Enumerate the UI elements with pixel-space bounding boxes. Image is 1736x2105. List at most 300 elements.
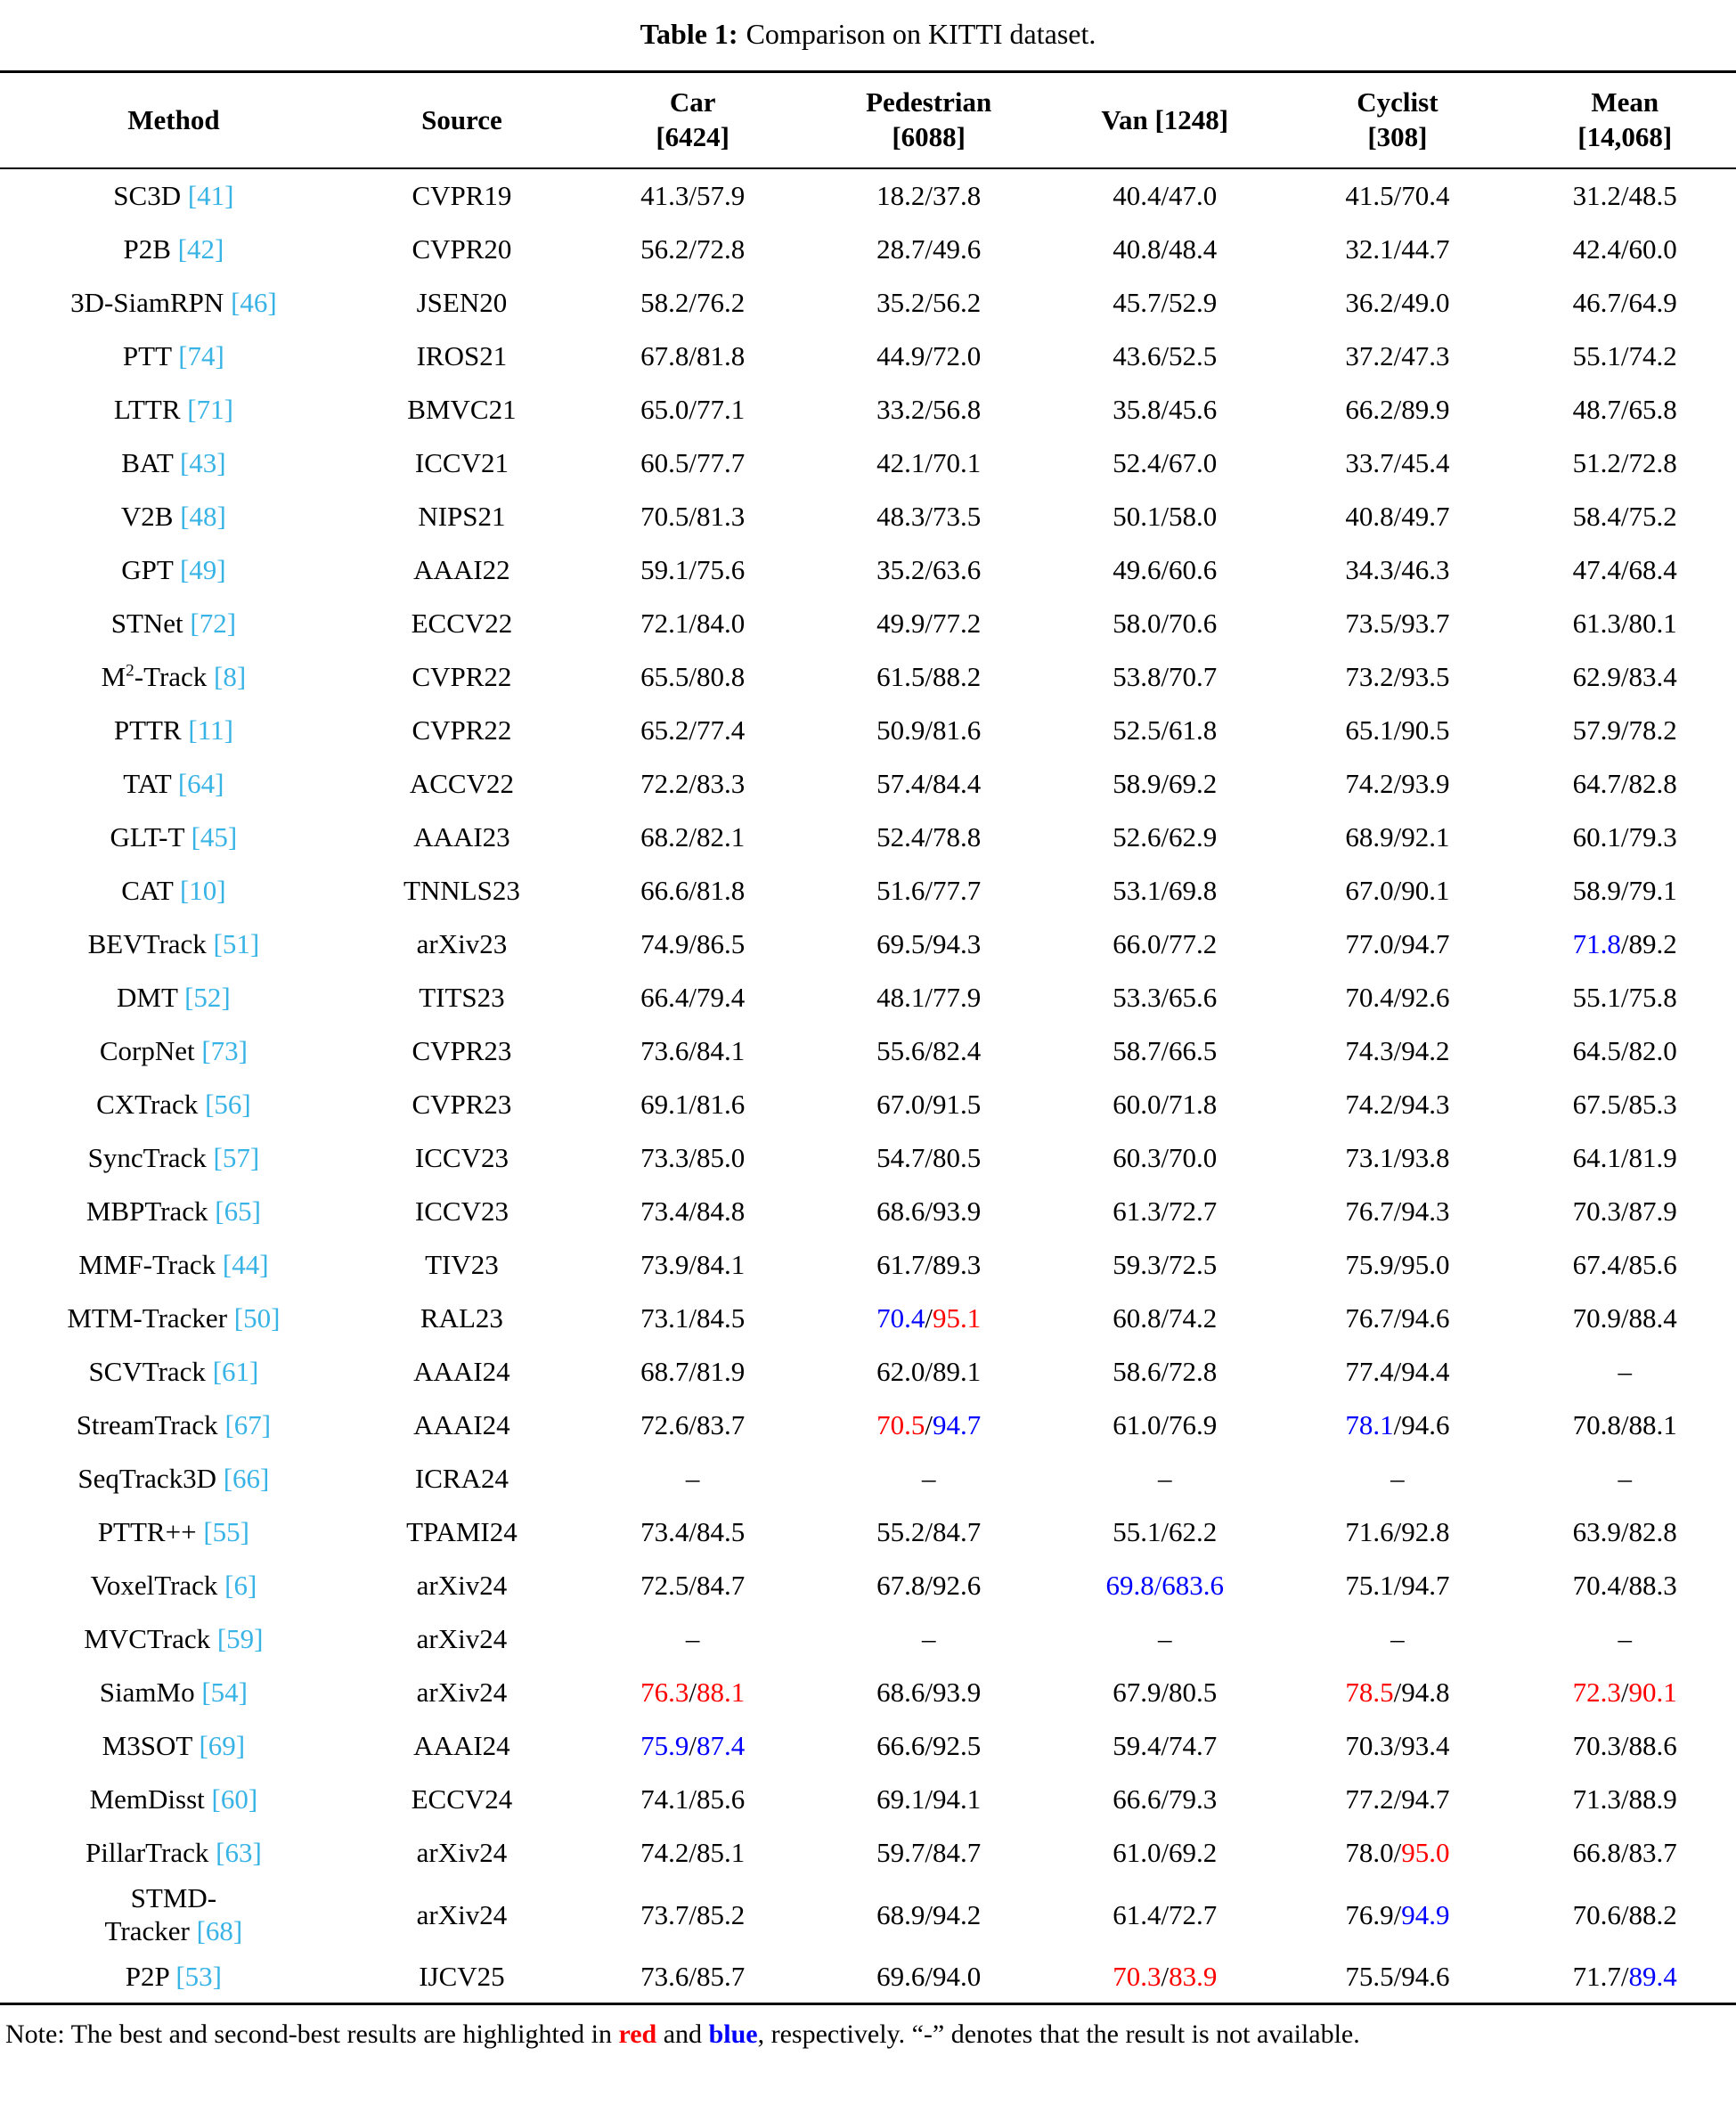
car-value-cell (576, 1620, 809, 1657)
metric-value: 62.0/89.1 (876, 1356, 982, 1388)
source-cell: CVPR22 (412, 714, 512, 747)
source-cell: TIV23 (425, 1249, 499, 1281)
metric-value: 52.4/78.8 (876, 821, 982, 853)
cyclist-value-cell (1281, 1246, 1513, 1283)
method-name: CAT (121, 875, 180, 907)
pedestrian-value-cell (809, 1086, 1048, 1122)
method-name: LTTR (113, 394, 188, 426)
table-row (0, 1773, 1736, 1826)
metric-value: 70.4/88.3 (1572, 1570, 1677, 1602)
van-value-cell (1048, 1139, 1281, 1176)
metric-value: / (689, 1730, 697, 1762)
pedestrian-value-cell (809, 1674, 1048, 1710)
metric-value: 61.3/72.7 (1113, 1195, 1218, 1228)
car-value-cell (576, 872, 809, 909)
mean-value-cell (1513, 1834, 1735, 1871)
car-value-cell (576, 1958, 809, 1995)
metric-value: 71.8 (1572, 928, 1621, 960)
metric-value: 52.6/62.9 (1113, 821, 1218, 853)
citation-link[interactable]: [66] (223, 1463, 270, 1495)
citation-link[interactable]: [67] (224, 1409, 272, 1441)
car-value-cell (576, 1353, 809, 1390)
pedestrian-value-cell (809, 1513, 1048, 1550)
mean-value-cell (1513, 819, 1735, 855)
table-row (0, 650, 1736, 704)
pedestrian-value-cell (809, 551, 1048, 588)
metric-value: 68.7/81.9 (640, 1356, 746, 1388)
source-cell: ECCV22 (411, 608, 513, 640)
mean-value-cell (1513, 1246, 1735, 1283)
metric-value: 74.2/93.9 (1345, 768, 1450, 800)
method-name: MMF-Track (78, 1249, 223, 1281)
method-cell (0, 1353, 347, 1390)
method-cell (0, 1958, 347, 1995)
table-row (0, 1559, 1736, 1612)
citation-link[interactable]: [69] (199, 1730, 246, 1762)
metric-value: 66.8/83.7 (1572, 1837, 1677, 1869)
column-header-line: Pedestrian (866, 86, 992, 118)
method-cell (0, 284, 347, 321)
van-value-cell (1048, 1353, 1281, 1390)
pedestrian-value-cell (809, 391, 1048, 428)
source-cell: AAAI24 (413, 1356, 510, 1388)
metric-value: 69.1/81.6 (640, 1089, 746, 1121)
metric-value: 55.1/62.2 (1113, 1516, 1218, 1548)
method-cell (0, 1620, 347, 1657)
citation-link[interactable]: [53] (175, 1960, 223, 1992)
citation-link[interactable]: [41] (187, 180, 234, 212)
table-row (0, 543, 1736, 597)
method-name: BAT (121, 447, 180, 479)
metric-value: 73.9/84.1 (640, 1249, 746, 1281)
citation-link[interactable]: [72] (190, 608, 237, 640)
metric-value: 66.6/92.5 (876, 1730, 982, 1762)
source-cell: ICRA24 (414, 1463, 509, 1495)
cyclist-value-cell (1281, 1958, 1513, 1995)
mean-value-cell (1513, 1897, 1735, 1933)
method-name: P2B (123, 233, 178, 265)
pedestrian-value-cell (809, 1897, 1048, 1933)
method-name: DMT (117, 982, 185, 1014)
car-value-cell (576, 1781, 809, 1817)
source-cell: CVPR23 (412, 1089, 512, 1121)
metric-value: 71.6/92.8 (1345, 1516, 1450, 1548)
table-row (0, 1505, 1736, 1559)
table-row (0, 1949, 1736, 2003)
metric-value: – (1158, 1463, 1172, 1495)
metric-value: 51.6/77.7 (876, 875, 982, 907)
citation-link[interactable]: [56] (205, 1089, 251, 1121)
mean-value-cell (1513, 338, 1735, 374)
van-value-cell (1048, 1086, 1281, 1122)
table-row (0, 864, 1736, 918)
metric-value: 73.1/93.8 (1345, 1142, 1450, 1174)
metric-value: – (1618, 1463, 1632, 1495)
table-row (0, 490, 1736, 543)
van-value-cell (1048, 1781, 1281, 1817)
van-value-cell (1048, 872, 1281, 909)
pedestrian-value-cell (809, 1032, 1048, 1069)
car-value-cell (576, 498, 809, 534)
metric-value: 74.3/94.2 (1345, 1035, 1450, 1067)
table-row (0, 1826, 1736, 1880)
mean-value-cell (1513, 765, 1735, 802)
column-header-pedestrian (809, 86, 1048, 155)
van-value-cell (1048, 177, 1281, 214)
metric-value: 95.1 (933, 1302, 982, 1334)
table-row (0, 1238, 1736, 1292)
citation-link[interactable]: [45] (191, 821, 238, 853)
metric-value: 40.8/48.4 (1113, 233, 1218, 265)
note-text: , respectively. “-” denotes that the result is not available. (757, 2019, 1360, 2050)
cyclist-value-cell (1281, 1834, 1513, 1871)
mean-value-cell (1513, 445, 1735, 481)
method-cell (0, 1880, 347, 1949)
citation-link[interactable]: [65] (215, 1195, 261, 1228)
pedestrian-value-cell (809, 1781, 1048, 1817)
citation-link[interactable]: [48] (180, 501, 226, 533)
source-cell: AAAI24 (413, 1730, 510, 1762)
metric-value: 66.6/79.3 (1113, 1783, 1218, 1815)
metric-value: 60.8/74.2 (1113, 1302, 1218, 1334)
citation-link[interactable]: [42] (177, 233, 224, 265)
source-cell: AAAI23 (413, 821, 510, 853)
method-cell (0, 1246, 347, 1283)
mean-value-cell (1513, 658, 1735, 695)
mean-value-cell (1513, 284, 1735, 321)
note-text: red (618, 2019, 657, 2050)
metric-value: 61.0/69.2 (1113, 1837, 1218, 1869)
pedestrian-value-cell (809, 1834, 1048, 1871)
column-header-line: [6424] (656, 121, 729, 152)
source-cell: AAAI22 (413, 554, 510, 586)
method-name: MTM-Tracker (67, 1302, 234, 1334)
mean-value-cell (1513, 872, 1735, 909)
source-cell: arXiv24 (416, 1677, 508, 1709)
source-cell: JSEN20 (416, 287, 508, 319)
source-cell: arXiv24 (416, 1898, 508, 1930)
table-row (0, 597, 1736, 650)
citation-link[interactable]: [8] (214, 661, 247, 693)
metric-value: – (685, 1623, 700, 1655)
source-cell: IROS21 (416, 340, 508, 372)
metric-value: 59.1/75.6 (640, 554, 746, 586)
mean-value-cell (1513, 1781, 1735, 1817)
citation-link[interactable]: [57] (213, 1142, 260, 1174)
citation-link[interactable]: [60] (211, 1783, 258, 1815)
metric-value: 75.9/95.0 (1345, 1249, 1450, 1281)
mean-value-cell (1513, 1193, 1735, 1229)
metric-value: 77.2/94.7 (1345, 1783, 1450, 1815)
cyclist-value-cell (1281, 1620, 1513, 1657)
method-name: PTT (122, 340, 179, 372)
metric-value: 61.0/76.9 (1113, 1409, 1218, 1441)
citation-link[interactable]: [55] (203, 1516, 249, 1548)
method-name: CXTrack (96, 1089, 206, 1121)
mean-value-cell (1513, 551, 1735, 588)
metric-value: 66.4/79.4 (640, 982, 746, 1014)
citation-link[interactable]: [46] (231, 287, 277, 319)
method-name: M (101, 661, 126, 693)
citation-link[interactable]: [44] (222, 1249, 269, 1281)
car-value-cell (576, 979, 809, 1016)
metric-value: 73.6/85.7 (640, 1960, 746, 1992)
cyclist-value-cell (1281, 231, 1513, 267)
method-name: V2B (120, 501, 181, 533)
metric-value: 48.3/73.5 (876, 501, 982, 533)
van-value-cell (1048, 979, 1281, 1016)
metric-value: /89.2 (1620, 928, 1677, 960)
method-cell (0, 658, 347, 695)
note-text: Note: The best and second-best results are highlighted in (5, 2019, 619, 2050)
citation-link[interactable]: [59] (216, 1623, 264, 1655)
metric-value: 72.2/83.3 (640, 768, 746, 800)
van-value-cell (1048, 338, 1281, 374)
metric-value: – (1618, 1623, 1632, 1655)
table-body (0, 169, 1736, 2003)
source-cell: IJCV25 (419, 1960, 505, 1992)
metric-value: 48.7/65.8 (1572, 394, 1677, 426)
car-value-cell (576, 1246, 809, 1283)
metric-value: 57.4/84.4 (876, 768, 982, 800)
citation-link[interactable]: [11] (188, 714, 233, 747)
metric-value: 49.6/60.6 (1113, 554, 1218, 586)
metric-value: 74.2/94.3 (1345, 1089, 1450, 1121)
citation-link[interactable]: [73] (201, 1035, 248, 1067)
citation-link[interactable]: [50] (233, 1302, 281, 1334)
metric-value: 64.7/82.8 (1572, 768, 1677, 800)
car-value-cell (576, 1300, 809, 1336)
source-cell: ACCV22 (409, 768, 514, 800)
table-row (0, 223, 1736, 276)
metric-value: 73.3/85.0 (640, 1142, 746, 1174)
pedestrian-value-cell (809, 872, 1048, 909)
metric-value: 55.1/74.2 (1572, 340, 1677, 372)
metric-value: 73.6/84.1 (640, 1035, 746, 1067)
mean-value-cell (1513, 1674, 1735, 1710)
source-cell: CVPR19 (412, 180, 512, 212)
cyclist-value-cell (1281, 1567, 1513, 1603)
car-value-cell (576, 1674, 809, 1710)
metric-value: 66.2/89.9 (1345, 394, 1450, 426)
method-cell (0, 1193, 347, 1229)
method-name: GPT (121, 554, 180, 586)
van-value-cell (1048, 658, 1281, 695)
metric-value: 75.5/94.6 (1345, 1960, 1450, 1992)
metric-value: 70.3/93.4 (1345, 1730, 1450, 1762)
van-value-cell (1048, 1300, 1281, 1336)
method-name: GLT-T (110, 821, 192, 853)
table-row (0, 1719, 1736, 1773)
source-cell: arXiv24 (416, 1837, 508, 1869)
mean-value-cell (1513, 1460, 1735, 1497)
cyclist-value-cell (1281, 1032, 1513, 1069)
table-row (0, 169, 1736, 223)
citation-link[interactable]: [63] (216, 1837, 262, 1869)
method-name: P2P (125, 1960, 176, 1992)
metric-value: 35.2/56.2 (876, 287, 982, 319)
metric-value: 32.1/44.7 (1345, 233, 1450, 265)
metric-value: 55.1/75.8 (1572, 982, 1677, 1014)
metric-value: 60.0/71.8 (1113, 1089, 1218, 1121)
metric-value: 76.3 (640, 1677, 689, 1709)
metric-value: 72.1/84.0 (640, 608, 746, 640)
method-name: PTTR (113, 714, 189, 747)
table-row (0, 1185, 1736, 1238)
citation-link[interactable]: [64] (177, 768, 224, 800)
metric-value: 51.2/72.8 (1572, 447, 1677, 479)
metric-value: 33.7/45.4 (1345, 447, 1450, 479)
metric-value: 18.2/37.8 (876, 180, 982, 212)
van-value-cell (1048, 765, 1281, 802)
van-value-cell (1048, 1567, 1281, 1603)
van-value-cell (1048, 1727, 1281, 1764)
van-value-cell (1048, 231, 1281, 267)
citation-link[interactable]: [61] (212, 1356, 259, 1388)
metric-value: 68.6/93.9 (876, 1677, 982, 1709)
van-value-cell (1048, 1193, 1281, 1229)
metric-value: 58.7/66.5 (1113, 1035, 1218, 1067)
van-value-cell (1048, 284, 1281, 321)
method-cell (0, 765, 347, 802)
pedestrian-value-cell (809, 1246, 1048, 1283)
metric-value: 73.4/84.5 (640, 1516, 746, 1548)
van-value-cell (1048, 391, 1281, 428)
mean-value-cell (1513, 712, 1735, 748)
method-name: SCVTrack (88, 1356, 213, 1388)
metric-value: 94.9 (1401, 1898, 1450, 1930)
column-header-line: Method (127, 103, 220, 135)
metric-value: 61.7/89.3 (876, 1249, 982, 1281)
metric-value: 60.5/77.7 (640, 447, 746, 479)
table-caption (0, 0, 1736, 70)
metric-value: 72.5/84.7 (640, 1570, 746, 1602)
table-row (0, 437, 1736, 490)
cyclist-value-cell (1281, 819, 1513, 855)
citation-link[interactable]: [51] (213, 928, 260, 960)
mean-value-cell (1513, 391, 1735, 428)
metric-value: 62.9/83.4 (1572, 661, 1677, 693)
cyclist-value-cell (1281, 284, 1513, 321)
method-cell (0, 1032, 347, 1069)
metric-value: 73.1/84.5 (640, 1302, 746, 1334)
metric-value: 61.3/80.1 (1572, 608, 1677, 640)
metric-value: 69.8/683.6 (1105, 1570, 1225, 1602)
metric-value: 73.2/93.5 (1345, 661, 1450, 693)
pedestrian-value-cell (809, 1139, 1048, 1176)
metric-value: /94.6 (1393, 1409, 1450, 1441)
metric-value: /94.8 (1393, 1677, 1450, 1709)
citation-link[interactable]: [71] (187, 394, 233, 426)
method-name: 2 (126, 662, 134, 681)
mean-value-cell (1513, 177, 1735, 214)
column-header-line: Mean (1591, 86, 1659, 118)
metric-value: 37.2/47.3 (1345, 340, 1450, 372)
mean-value-cell (1513, 1086, 1735, 1122)
citation-link[interactable]: [52] (184, 982, 231, 1014)
metric-value: 65.0/77.1 (640, 394, 746, 426)
pedestrian-value-cell (809, 819, 1048, 855)
table-row (0, 383, 1736, 437)
citation-link[interactable]: [6] (224, 1570, 257, 1602)
metric-value: 59.3/72.5 (1113, 1249, 1218, 1281)
method-name: Tracker (104, 1915, 197, 1947)
citation-link[interactable]: [43] (179, 447, 226, 479)
cyclist-value-cell (1281, 1897, 1513, 1933)
method-cell (0, 926, 347, 962)
metric-value: 42.1/70.1 (876, 447, 982, 479)
note-text: and (656, 2019, 709, 2050)
pedestrian-value-cell (809, 445, 1048, 481)
method-cell (0, 1674, 347, 1710)
method-cell (0, 551, 347, 588)
mean-value-cell (1513, 1620, 1735, 1657)
citation-link[interactable]: [54] (201, 1677, 248, 1709)
metric-value: – (921, 1623, 936, 1655)
cyclist-value-cell (1281, 658, 1513, 695)
cyclist-value-cell (1281, 1086, 1513, 1122)
metric-value: 34.3/46.3 (1345, 554, 1450, 586)
van-value-cell (1048, 1834, 1281, 1871)
citation-link[interactable]: [68] (196, 1915, 243, 1947)
cyclist-value-cell (1281, 498, 1513, 534)
method-name: SyncTrack (87, 1142, 214, 1174)
metric-value: 46.7/64.9 (1572, 287, 1677, 319)
method-name: PTTR++ (97, 1516, 204, 1548)
pedestrian-value-cell (809, 1620, 1048, 1657)
citation-link[interactable]: [74] (178, 340, 224, 372)
citation-link[interactable]: [49] (179, 554, 226, 586)
metric-value: 75.1/94.7 (1345, 1570, 1450, 1602)
van-value-cell (1048, 1620, 1281, 1657)
column-header-method (0, 103, 347, 138)
pedestrian-value-cell (809, 1567, 1048, 1603)
car-value-cell (576, 391, 809, 428)
source-cell: CVPR23 (412, 1035, 512, 1067)
metric-value: 77.0/94.7 (1345, 928, 1450, 960)
table-row (0, 1666, 1736, 1719)
metric-value: 70.3/88.6 (1572, 1730, 1677, 1762)
source-cell: BMVC21 (407, 394, 517, 426)
metric-value: 70.5 (876, 1409, 925, 1441)
method-cell (0, 1086, 347, 1122)
pedestrian-value-cell (809, 979, 1048, 1016)
citation-link[interactable]: [10] (179, 875, 226, 907)
source-cell: ICCV21 (414, 447, 509, 479)
metric-value: 73.4/84.8 (640, 1195, 746, 1228)
cyclist-value-cell (1281, 872, 1513, 909)
table-header-row (0, 73, 1736, 169)
van-value-cell (1048, 1407, 1281, 1443)
column-header-cyclist (1281, 86, 1513, 155)
metric-value: 50.1/58.0 (1113, 501, 1218, 533)
cyclist-value-cell (1281, 1513, 1513, 1550)
metric-value: / (925, 1302, 933, 1334)
cyclist-value-cell (1281, 1674, 1513, 1710)
metric-value: 59.7/84.7 (876, 1837, 982, 1869)
metric-value: – (1390, 1463, 1405, 1495)
car-value-cell (576, 605, 809, 641)
car-value-cell (576, 1897, 809, 1933)
cyclist-value-cell (1281, 765, 1513, 802)
cyclist-value-cell (1281, 1353, 1513, 1390)
metric-value: 67.0/90.1 (1345, 875, 1450, 907)
metric-value: 53.8/70.7 (1113, 661, 1218, 693)
metric-value: 52.4/67.0 (1113, 447, 1218, 479)
van-value-cell (1048, 1246, 1281, 1283)
metric-value: 88.1 (696, 1677, 746, 1709)
cyclist-value-cell (1281, 605, 1513, 641)
